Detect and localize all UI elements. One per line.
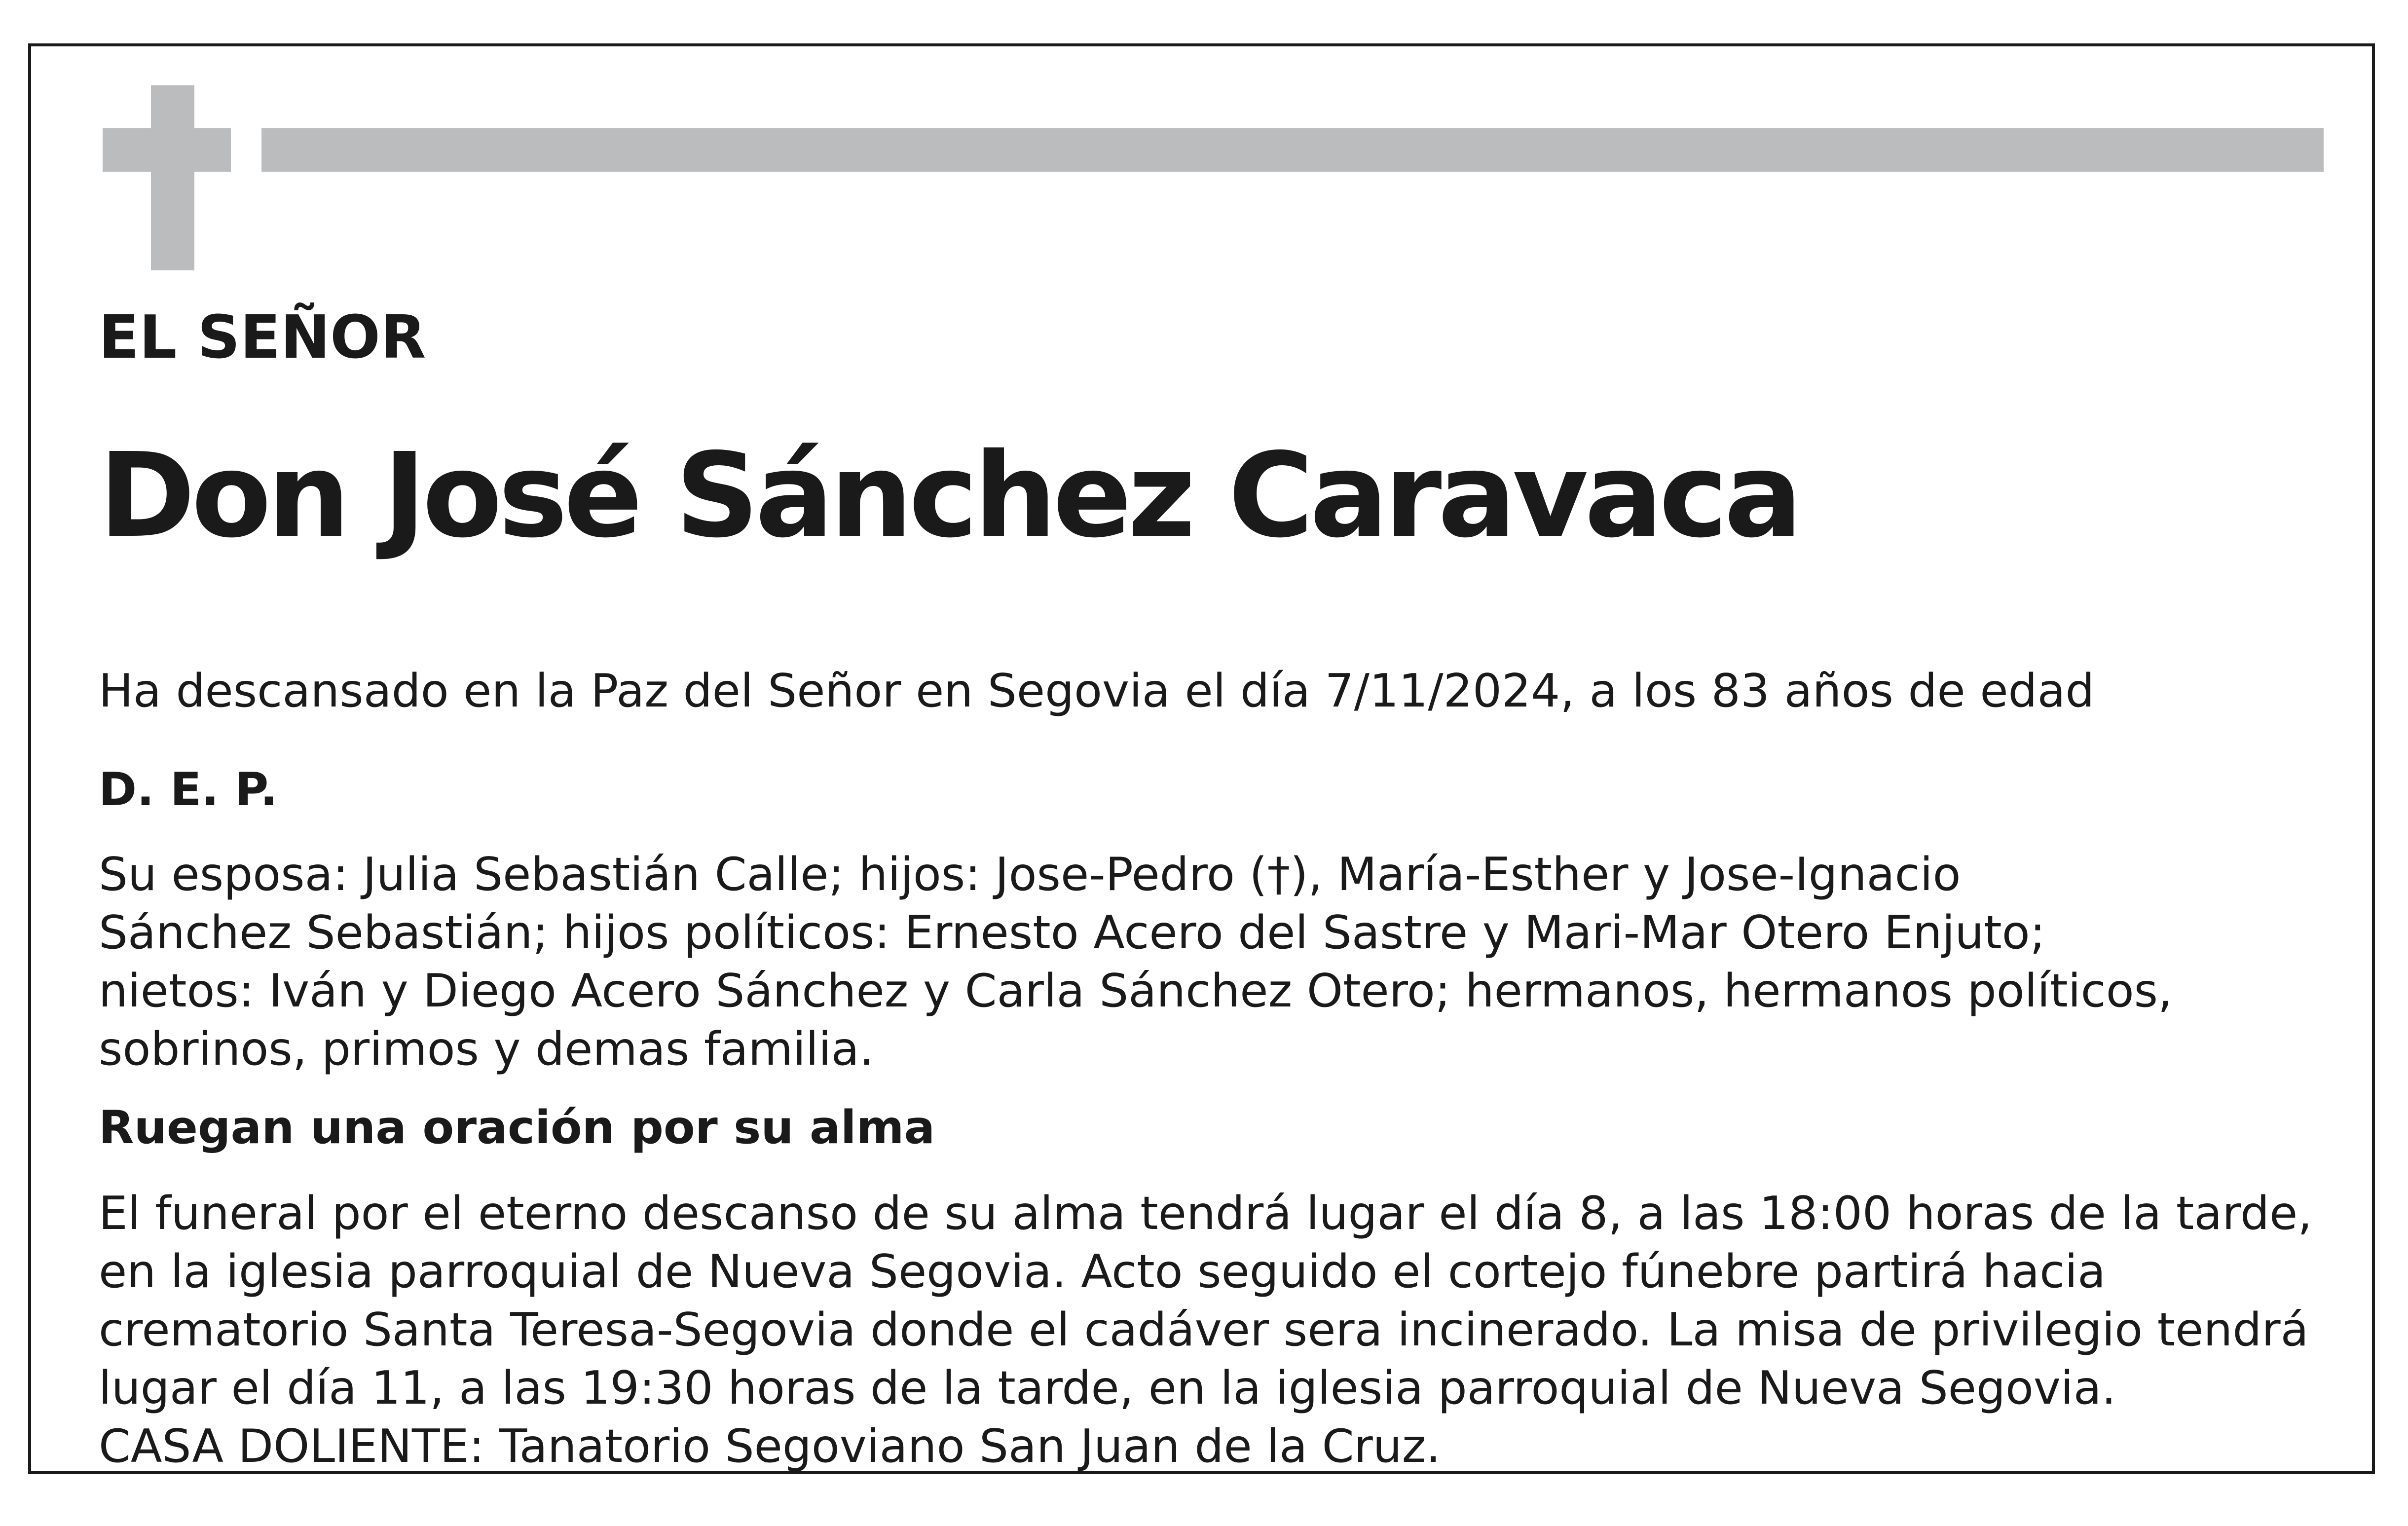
header-rule bbox=[261, 128, 2324, 172]
funeral-line: en la iglesia parroquial de Nueva Segovia. Acto seguido el cortejo fúnebre partirá hacia bbox=[99, 1245, 2106, 1298]
family-line: Su esposa: Julia Sebastián Calle; hijos: Jose-Pedro (†), María-Esther y Jose-Ignacio bbox=[99, 848, 1961, 901]
funeral-line: El funeral por el eterno descanso de su alma tendrá lugar el día 8, a las 18:00 horas de la tarde, bbox=[99, 1187, 2312, 1240]
family-line: sobrinos, primos y demas familia. bbox=[99, 1022, 874, 1076]
prayer-request: Ruegan una oración por su alma bbox=[99, 1101, 935, 1154]
death-announcement: Ha descansado en la Paz del Señor en Segovia el día 7/11/2024, a los 83 años de edad bbox=[99, 664, 2095, 717]
funeral-paragraph bbox=[99, 1184, 2312, 1475]
salutation: EL SEÑOR bbox=[99, 303, 426, 372]
family-line: Sánchez Sebastián; hijos políticos: Ernesto Acero del Sastre y Mari-Mar Otero Enjuto; bbox=[99, 906, 2045, 959]
family-line: nietos: Iván y Diego Acero Sánchez y Carla Sánchez Otero; hermanos, hermanos políticos, bbox=[99, 964, 2173, 1017]
dep-abbreviation: D. E. P. bbox=[99, 763, 278, 816]
funeral-line: crematorio Santa Teresa-Segovia donde el cadáver sera incinerado. La misa de privilegio tendrá bbox=[99, 1303, 2309, 1356]
cross-vertical-bar bbox=[151, 85, 194, 270]
funeral-line: lugar el día 11, a las 19:30 horas de la tarde, en la iglesia parroquial de Nueva Segovia. bbox=[99, 1361, 2116, 1414]
funeral-line: CASA DOLIENTE: Tanatorio Segoviano San Juan de la Cruz. bbox=[99, 1419, 1441, 1473]
deceased-name: Don José Sánchez Caravaca bbox=[99, 428, 1799, 563]
family-paragraph bbox=[99, 845, 2173, 1078]
cross-horizontal-bar bbox=[103, 128, 231, 172]
